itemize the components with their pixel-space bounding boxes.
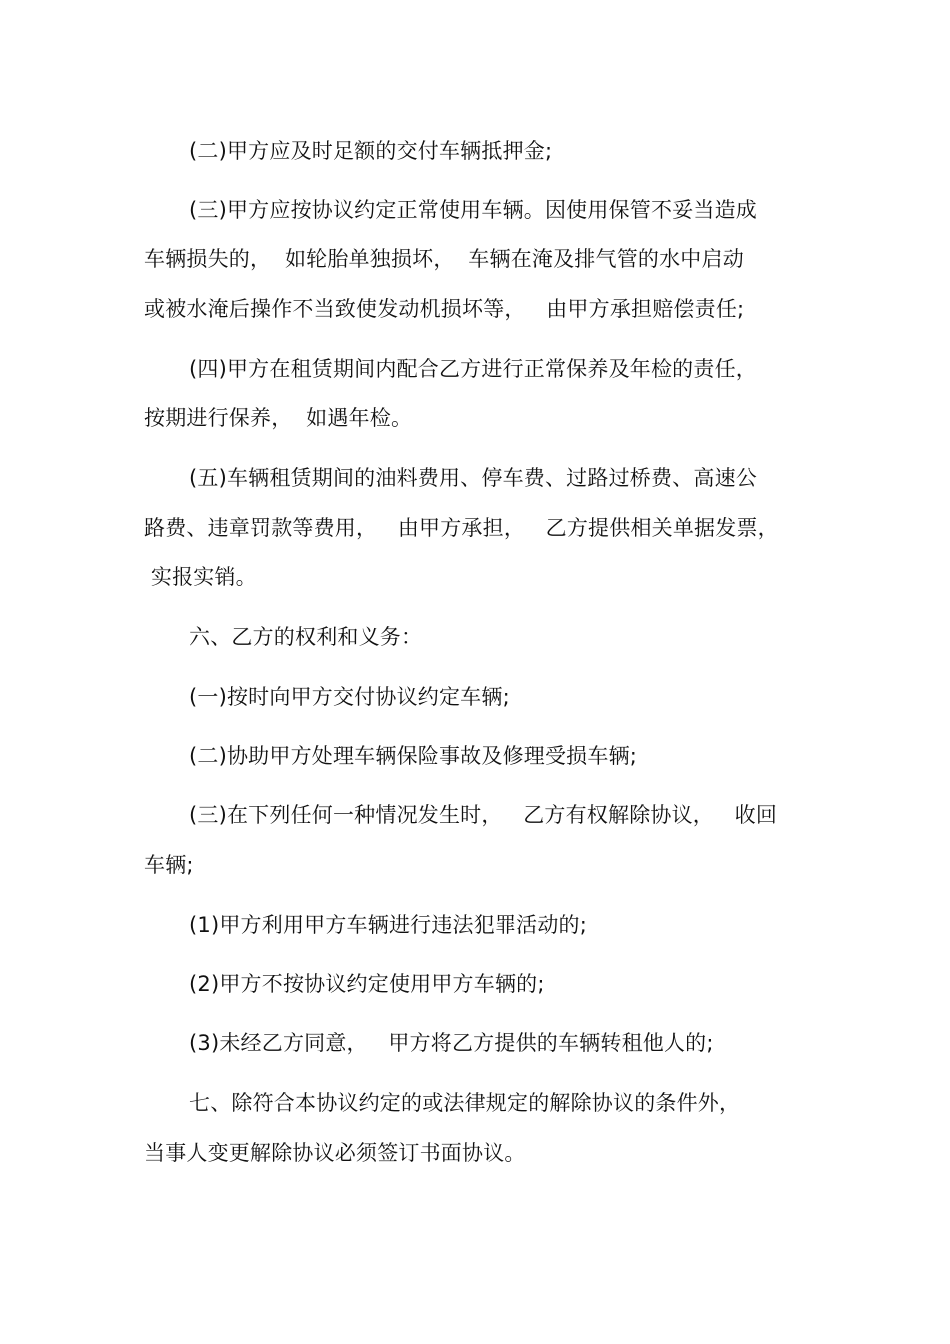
text-line-1: (二)甲方应及时足额的交付车辆抵押金; <box>189 139 553 163</box>
text-line-2: (三)甲方应按协议约定正常使用车辆。因使用保管不妥当造成 <box>189 198 757 222</box>
text-line-13: (三)在下列任何一种情况发生时， 乙方有权解除协议， 收回 <box>189 803 778 827</box>
text-line-3: 车辆损失的， 如轮胎单独损坏， 车辆在淹及排气管的水中启动 <box>144 247 744 271</box>
text-line-9: 实报实销。 <box>144 565 257 589</box>
text-line-14: 车辆; <box>144 853 194 877</box>
text-line-7: (五)车辆租赁期间的油料费用、停车费、过路过桥费、高速公 <box>189 466 757 490</box>
text-line-16: (2)甲方不按协议约定使用甲方车辆的; <box>189 972 545 996</box>
text-line-19: 当事人变更解除协议必须签订书面协议。 <box>144 1141 526 1165</box>
text-line-12: (二)协助甲方处理车辆保险事故及修理受损车辆; <box>189 744 638 768</box>
text-line-8: 路费、违章罚款等费用， 由甲方承担， 乙方提供相关单据发票， <box>144 516 779 540</box>
text-line-6: 按期进行保养， 如遇年检。 <box>144 406 413 430</box>
text-line-4: 或被水淹后操作不当致使发动机损坏等， 由甲方承担赔偿责任; <box>144 297 745 321</box>
text-line-17: (3)未经乙方同意， 甲方将乙方提供的车辆转租他人的; <box>189 1031 714 1055</box>
text-line-10: 六、乙方的权利和义务： <box>189 625 423 649</box>
text-line-5: (四)甲方在租赁期间内配合乙方进行正常保养及年检的责任， <box>189 357 757 381</box>
text-line-18: 七、除符合本协议约定的或法律规定的解除协议的条件外， <box>189 1091 741 1115</box>
text-line-15: (1)甲方利用甲方车辆进行违法犯罪活动的; <box>189 913 588 937</box>
text-line-11: (一)按时向甲方交付协议约定车辆; <box>189 685 510 709</box>
